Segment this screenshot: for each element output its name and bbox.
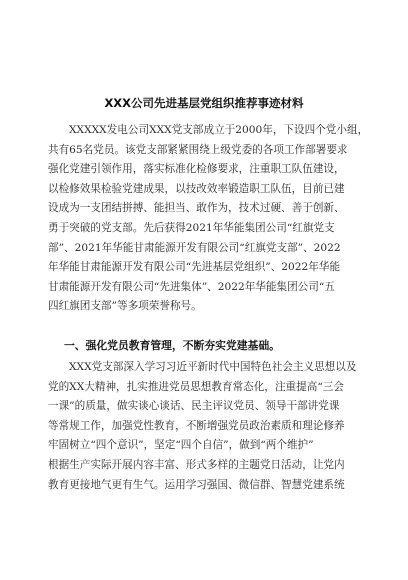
paragraph-line: 共有65名党员。该党支部紧紧围绕上级党委的各项工作部署要求 (48, 143, 348, 156)
paragraph-line: 四红旗团支部”等多项荣誉称号。 (48, 300, 202, 313)
paragraph-line: XXXXX发电公司XXX党支部成立于2000年，下设四个党小组， (69, 124, 369, 136)
paragraph-line: 部”、2021年华能甘肃能源开发有限公司“红旗党支部”、2022 (48, 241, 341, 254)
document-title: XXX公司先进基层党组织推荐事迹材料 (104, 96, 304, 110)
paragraph-line: XXX党支部深入学习习近平新时代中国特色社会主义思想以及 (69, 361, 357, 373)
paragraph-line: 以检修效果检验党建成果，以技改效率锻造职工队伍，目前已建 (48, 182, 345, 195)
paragraph-line: 一课”的质量，做实谈心谈话、民主评议党员、领导干部讲党课 (48, 400, 340, 413)
paragraph-line: 设成为一支团结拼搏、能担当、敢作为，技术过硬、善于创新、 (48, 202, 345, 215)
paragraph-line: 教育更接地气更有生气。运用学习强国、微信群、智慧党建系统 (48, 478, 345, 491)
paragraph-line: 党的XX大精神，扎实推进党员思想教育常态化，注重提高“三会 (48, 380, 344, 393)
paragraph-line: 等常规工作，加强党性教育，不断增强党员政治素质和理论修养 (48, 419, 345, 432)
paragraph-line: 根据生产实际开展内容丰富、形式多样的主题党日活动，让党内 (48, 458, 345, 471)
section-heading: 一、强化党员教育管理，不断夯实党建基础。 (64, 339, 280, 352)
paragraph-section-1 (48, 358, 364, 495)
paragraph-line: 强化党建引领作用，落实标准化检修要求，注重职工队伍建设， (48, 163, 345, 176)
paragraph-intro (48, 121, 369, 317)
paragraph-line: 勇于突破的党支部。先后获得2021年华能集团公司“红旗党支 (48, 221, 335, 234)
paragraph-line: 甘肃能源开发有限公司“先进集体”、2022年华能集团公司“五 (48, 280, 335, 293)
paragraph-line: 牢固树立“四个意识”，坚定“四个自信”，做到“两个维护” (48, 439, 314, 452)
paragraph-line: 年华能甘肃能源开发有限公司“先进基层党组织”、2022年华能 (48, 261, 341, 274)
